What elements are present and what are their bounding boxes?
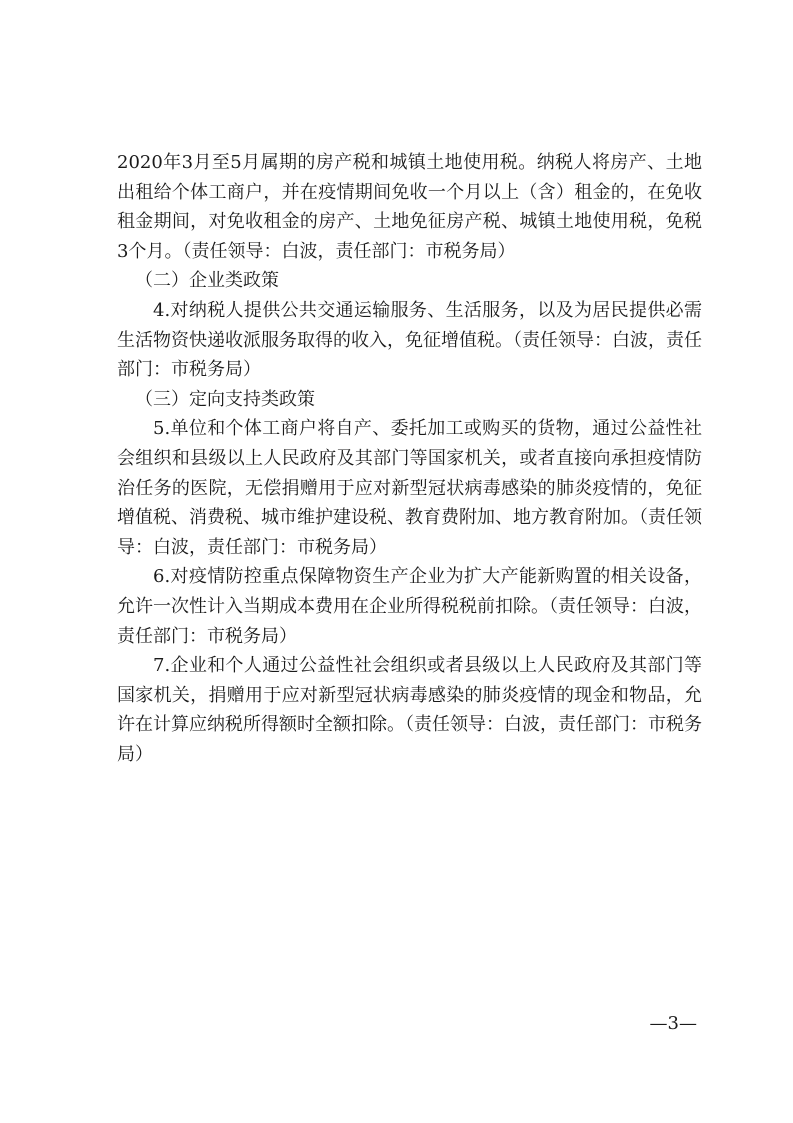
section-heading-enterprise-policies: （二）企业类政策 [135, 270, 279, 292]
paragraph-continuation: 2020年3月至5月属期的房产税和城镇土地使用税。纳税人将房产、土地出租给个体工商户，并在疫情期间免收一个月以上（含）租金的，在免收租金期间，对免收租金的房产、土地免征房产税、城镇土地使用税，免税3个月。（责任领导：白波，责任部门：市税务局） [117, 152, 702, 262]
paragraph-item-6: 6.对疫情防控重点保障物资生产企业为扩大产能新购置的相关设备，允许一次性计入当期成本费用在企业所得税税前扣除。（责任领导：白波，责任部门：市税务局） [117, 566, 702, 647]
page-number: —3— [649, 1013, 697, 1034]
paragraph-item-7: 7.企业和个人通过公益性社会组织或者县级以上人民政府及其部门等国家机关，捐赠用于应对新型冠状病毒感染的肺炎疫情的现金和物品，允许在计算应纳税所得额时全额扣除。（责任领导：白波，责任部门：市税务局） [117, 655, 702, 765]
document-body [117, 148, 702, 769]
section-heading-targeted-support-policies: （三）定向支持类政策 [135, 388, 315, 410]
paragraph-item-5: 5.单位和个体工商户将自产、委托加工或购买的货物，通过公益性社会组织和县级以上人民政府及其部门等国家机关，或者直接向承担疫情防治任务的医院，无偿捐赠用于应对新型冠状病毒感染的肺炎疫情的，免征增值税、消费税、城市维护建设税、教育费附加、地方教育附加。（责任领导：白波，责任部门：市税务局） [117, 418, 702, 558]
paragraph-item-4: 4.对纳税人提供公共交通运输服务、生活服务，以及为居民提供必需生活物资快递收派服务取得的收入，免征增值税。（责任领导：白波，责任部门：市税务局） [117, 299, 702, 381]
